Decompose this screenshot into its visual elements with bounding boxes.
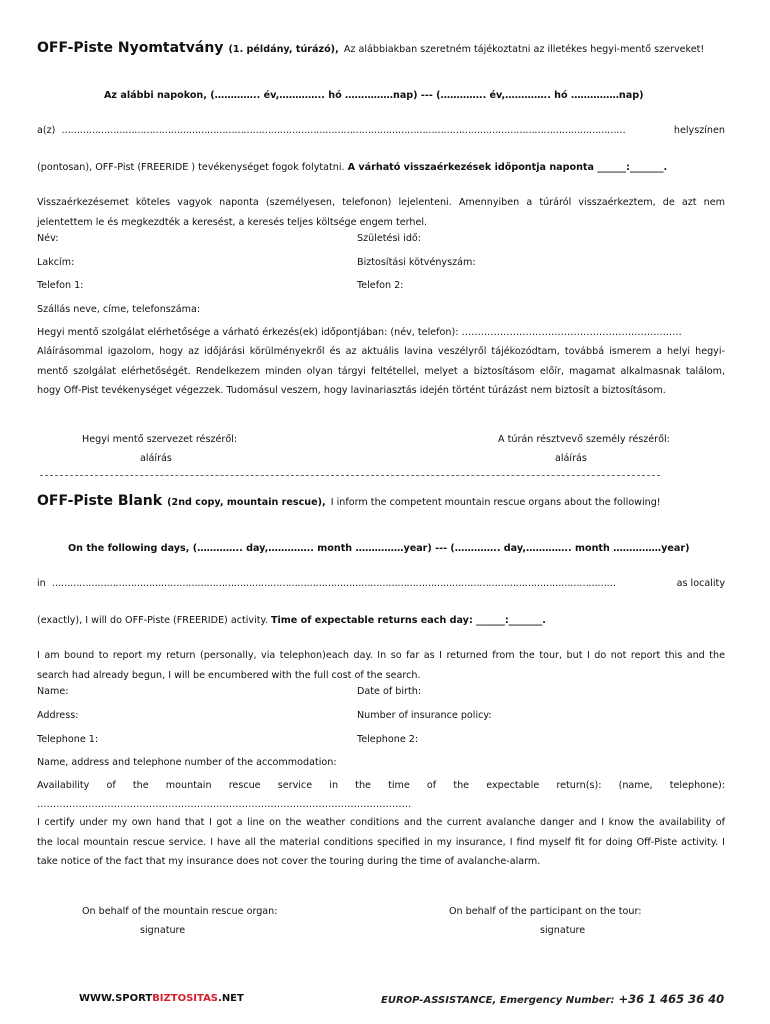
hu-certify-line-1: Aláírásommal igazolom, hogy az időjárási körülményekről és az aktuális lavina veszélyről tájékozódtam, továbbá ismerem a helyi hegyi-: [37, 346, 725, 357]
en-birth-label: Date of birth:: [357, 686, 422, 697]
en-availability-line-2: ………………………………………………………………………………………………………: [37, 799, 412, 810]
hu-phone1-label: Telefon 1:: [37, 280, 84, 291]
hu-accommodation-label: Szállás neve, címe, telefonszáma:: [37, 304, 201, 315]
footer-url-highlight: BIZTOSITAS: [152, 993, 219, 1004]
en-title-row: [37, 490, 661, 509]
hu-return-time: A várható visszaérkezések időpontja naponta ______:_______.: [347, 162, 668, 173]
hu-report-line-2: jelentettem le és megkezdték a keresést, a keresés teljes költsége engem terhel.: [37, 216, 428, 228]
en-location-suffix: as locality: [676, 578, 725, 589]
footer-url-suffix: .NET: [218, 993, 244, 1004]
cut-line-divider: [40, 475, 660, 476]
hu-title-rest: Az alábbiakban szeretném tájékoztatni az illetékes hegyi-mentő szerveket!: [343, 44, 705, 55]
hu-title-row: [37, 37, 704, 56]
hu-name-label: Név:: [37, 233, 59, 244]
hu-sig-right-label: A túrán résztvevő személy részéről:: [498, 434, 670, 445]
hu-birth-label: Születési idő:: [357, 233, 422, 244]
en-accommodation-label: Name, address and telephone number of the accommodation:: [37, 757, 337, 768]
en-report-line-1: I am bound to report my return (personally, via telephon)each day. In so far as I returned from the tour, but I do not report this and the: [37, 650, 725, 661]
en-title: OFF-Piste Blank: [37, 493, 163, 509]
en-location-blank: ……………………………………………………………………………………………………………………………………………………………………: [51, 578, 616, 589]
en-availability-paragraph: [37, 776, 725, 814]
hu-days-line: Az alábbi napokon, (………….. év,………….. hó ……………nap) --- (………….. év,………….. hó ……………nap): [104, 90, 644, 101]
hu-activity-text: (pontosan), OFF-Pist (FREERIDE ) tevékenységet fogok folytatni.: [37, 162, 345, 173]
footer-emergency: [381, 992, 724, 1006]
en-return-time: Time of expectable returns each day: ______:_______.: [270, 615, 546, 626]
en-location-row: [37, 577, 725, 590]
en-policy-label: Number of insurance policy:: [357, 710, 492, 721]
en-address-label: Address:: [37, 710, 79, 721]
en-sig-right-sub: signature: [540, 925, 586, 936]
en-report-paragraph: [37, 646, 725, 685]
hu-location-prefix: a(z): [37, 125, 56, 136]
hu-title-note: (1. példány, túrázó),: [228, 44, 339, 55]
en-certify-line-2: the local mountain rescue service. I have all the material conditions specified in my insurance, I find myself fit for doing Off-Piste activity. I: [37, 836, 725, 848]
en-name-label: Name:: [37, 686, 69, 697]
hu-certify-line-2: mentő szolgálat elérhetőségét. Rendelkezem minden olyan tárgyi feltétellel, melyet a biztosításom előír, magamat alkalmasnak találom,: [37, 365, 725, 377]
hu-sig-left-label: Hegyi mentő szervezet részéről:: [82, 434, 238, 445]
hu-report-line-1: Visszaérkezésemet köteles vagyok naponta (személyesen, telefonon) lejelenteni. Amennyiben a túráról visszaérkeztem, de azt nem: [37, 197, 725, 208]
footer-emergency-number: +36 1 465 36 40: [614, 992, 725, 1006]
hu-policy-label: Biztosítási kötvényszám:: [357, 257, 476, 268]
hu-certify-line-3: hogy Off-Pist tevékenységet végezzek. Tudomásul veszem, hogy lavinariasztás idején történt túrázást nem biztosít a biztosításom.: [37, 385, 666, 396]
en-days-line: On the following days, (………….. day,………….. month ……………year) --- (………….. day,………….. month ……………year): [68, 543, 690, 554]
footer-url-prefix: WWW.SPORT: [79, 993, 153, 1004]
en-certify-line-3: take notice of the fact that my insurance does not cover the touring during the time of avalanche-alarm.: [37, 856, 541, 867]
hu-address-label: Lakcím:: [37, 257, 75, 268]
footer-emergency-label: EUROP-ASSISTANCE, Emergency Number:: [381, 995, 615, 1006]
hu-phone2-label: Telefon 2:: [357, 280, 404, 291]
en-title-note: (2nd copy, mountain rescue),: [167, 497, 326, 508]
en-title-rest: I inform the competent mountain rescue organs about the following!: [330, 497, 661, 508]
en-phone2-label: Telephone 2:: [357, 734, 419, 745]
en-availability-line-1: Availability of the mountain rescue service in the time of the expectable return(s): (name, telephone):: [37, 780, 725, 791]
hu-sig-left-sub: aláírás: [140, 453, 172, 464]
hu-title: OFF-Piste Nyomtatvány: [37, 40, 224, 56]
hu-location-suffix: helyszínen: [673, 125, 725, 136]
en-phone1-label: Telephone 1:: [37, 734, 99, 745]
en-location-prefix: in: [37, 578, 46, 589]
en-sig-right-label: On behalf of the participant on the tour:: [449, 906, 642, 917]
hu-location-row: [37, 124, 725, 137]
en-activity-text: (exactly), I will do OFF-Piste (FREERIDE) activity.: [37, 615, 268, 626]
hu-certify-paragraph: [37, 342, 725, 401]
en-sig-left-label: On behalf of the mountain rescue organ:: [82, 906, 278, 917]
en-report-line-2: search had already begun, I will be encumbered with the full cost of the search.: [37, 669, 421, 681]
footer-website-link[interactable]: [79, 993, 244, 1004]
hu-activity-row: [37, 161, 667, 174]
en-sig-left-sub: signature: [140, 925, 186, 936]
hu-rescue-availability: Hegyi mentő szolgálat elérhetősége a várható érkezés(ek) időpontjában: (név, telefon): ……………………………………………………..…….: [37, 327, 682, 338]
hu-location-blank: ……………………………………………………………………………………………………………………………………………………………………: [61, 125, 626, 136]
hu-report-paragraph: [37, 193, 725, 232]
en-activity-row: [37, 614, 546, 627]
en-certify-paragraph: [37, 813, 725, 872]
hu-sig-right-sub: aláírás: [555, 453, 587, 464]
en-certify-line-1: I certify under my own hand that I got a line on the weather conditions and the current avalanche danger and I know the availability of: [37, 817, 725, 828]
